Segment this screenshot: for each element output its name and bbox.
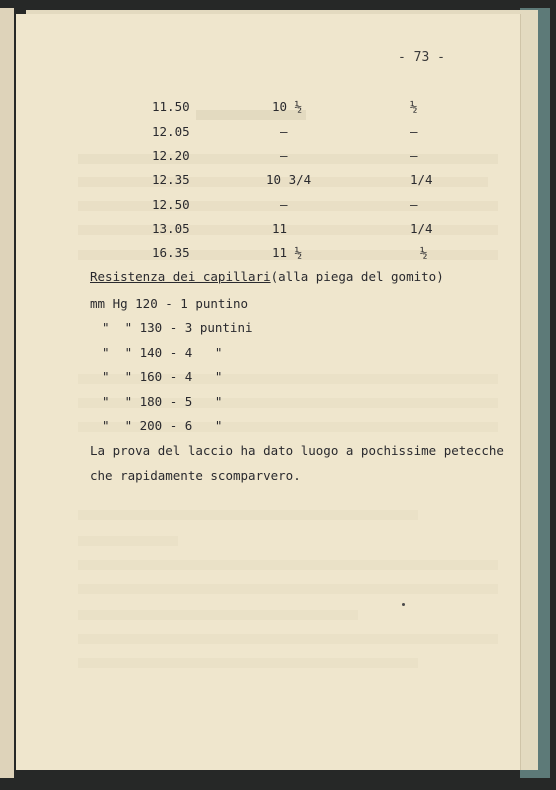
table-cell-time: 11.50 xyxy=(152,99,190,114)
table-cell-value: 10 ½ xyxy=(272,99,303,114)
page-number: - 73 - xyxy=(398,50,445,65)
table-cell-time: 12.50 xyxy=(152,197,190,212)
table-cell-time: 16.35 xyxy=(152,245,190,260)
capillary-heading xyxy=(90,269,444,284)
ink-dot xyxy=(402,603,405,606)
table-cell-extra: – xyxy=(410,124,418,139)
bleed-through-mark xyxy=(78,201,498,211)
measurement-line: " " 160 - 4 " xyxy=(102,369,223,384)
bleed-through-mark xyxy=(78,154,498,164)
table-cell-value: 11 xyxy=(272,221,288,236)
bleed-through-mark xyxy=(78,658,418,668)
conclusion-line: che rapidamente scomparvero. xyxy=(90,468,301,483)
table-cell-time: 12.05 xyxy=(152,124,190,139)
table-cell-time: 12.35 xyxy=(152,172,190,187)
table-cell-value: 11 ½ xyxy=(272,245,303,260)
table-cell-extra: 1/4 xyxy=(410,172,433,187)
bleed-through-mark xyxy=(78,610,358,620)
adjacent-page-edge xyxy=(0,8,14,778)
document-page xyxy=(16,14,520,770)
capillary-heading-title: Resistenza dei capillari xyxy=(90,269,271,284)
measurement-line: mm Hg 120 - 1 puntino xyxy=(90,296,249,311)
bleed-through-mark xyxy=(78,560,498,570)
capillary-heading-note: (alla piega del gomito) xyxy=(270,269,444,284)
table-cell-extra: ½ xyxy=(420,245,428,260)
measurement-line: " " 140 - 4 " xyxy=(102,345,223,360)
table-cell-time: 13.05 xyxy=(152,221,190,236)
measurement-line: " " 180 - 5 " xyxy=(102,394,223,409)
table-cell-extra: – xyxy=(410,148,418,163)
bleed-through-mark xyxy=(78,510,418,520)
conclusion-line: La prova del laccio ha dato luogo a pochissime petecche xyxy=(90,443,504,458)
table-cell-extra: – xyxy=(410,197,418,212)
measurement-line: " " 200 - 6 " xyxy=(102,418,223,433)
table-cell-extra: ½ xyxy=(410,99,418,114)
table-cell-value: – xyxy=(280,148,288,163)
table-cell-value: 10 3/4 xyxy=(266,172,312,187)
measurement-line: " " 130 - 3 puntini xyxy=(102,320,253,335)
bleed-through-mark xyxy=(78,634,498,644)
table-cell-extra: 1/4 xyxy=(410,221,433,236)
table-cell-time: 12.20 xyxy=(152,148,190,163)
table-cell-value: – xyxy=(280,124,288,139)
table-cell-value: – xyxy=(280,197,288,212)
bleed-through-mark xyxy=(78,536,178,546)
bleed-through-mark xyxy=(78,584,498,594)
bleed-through-mark xyxy=(78,225,498,235)
